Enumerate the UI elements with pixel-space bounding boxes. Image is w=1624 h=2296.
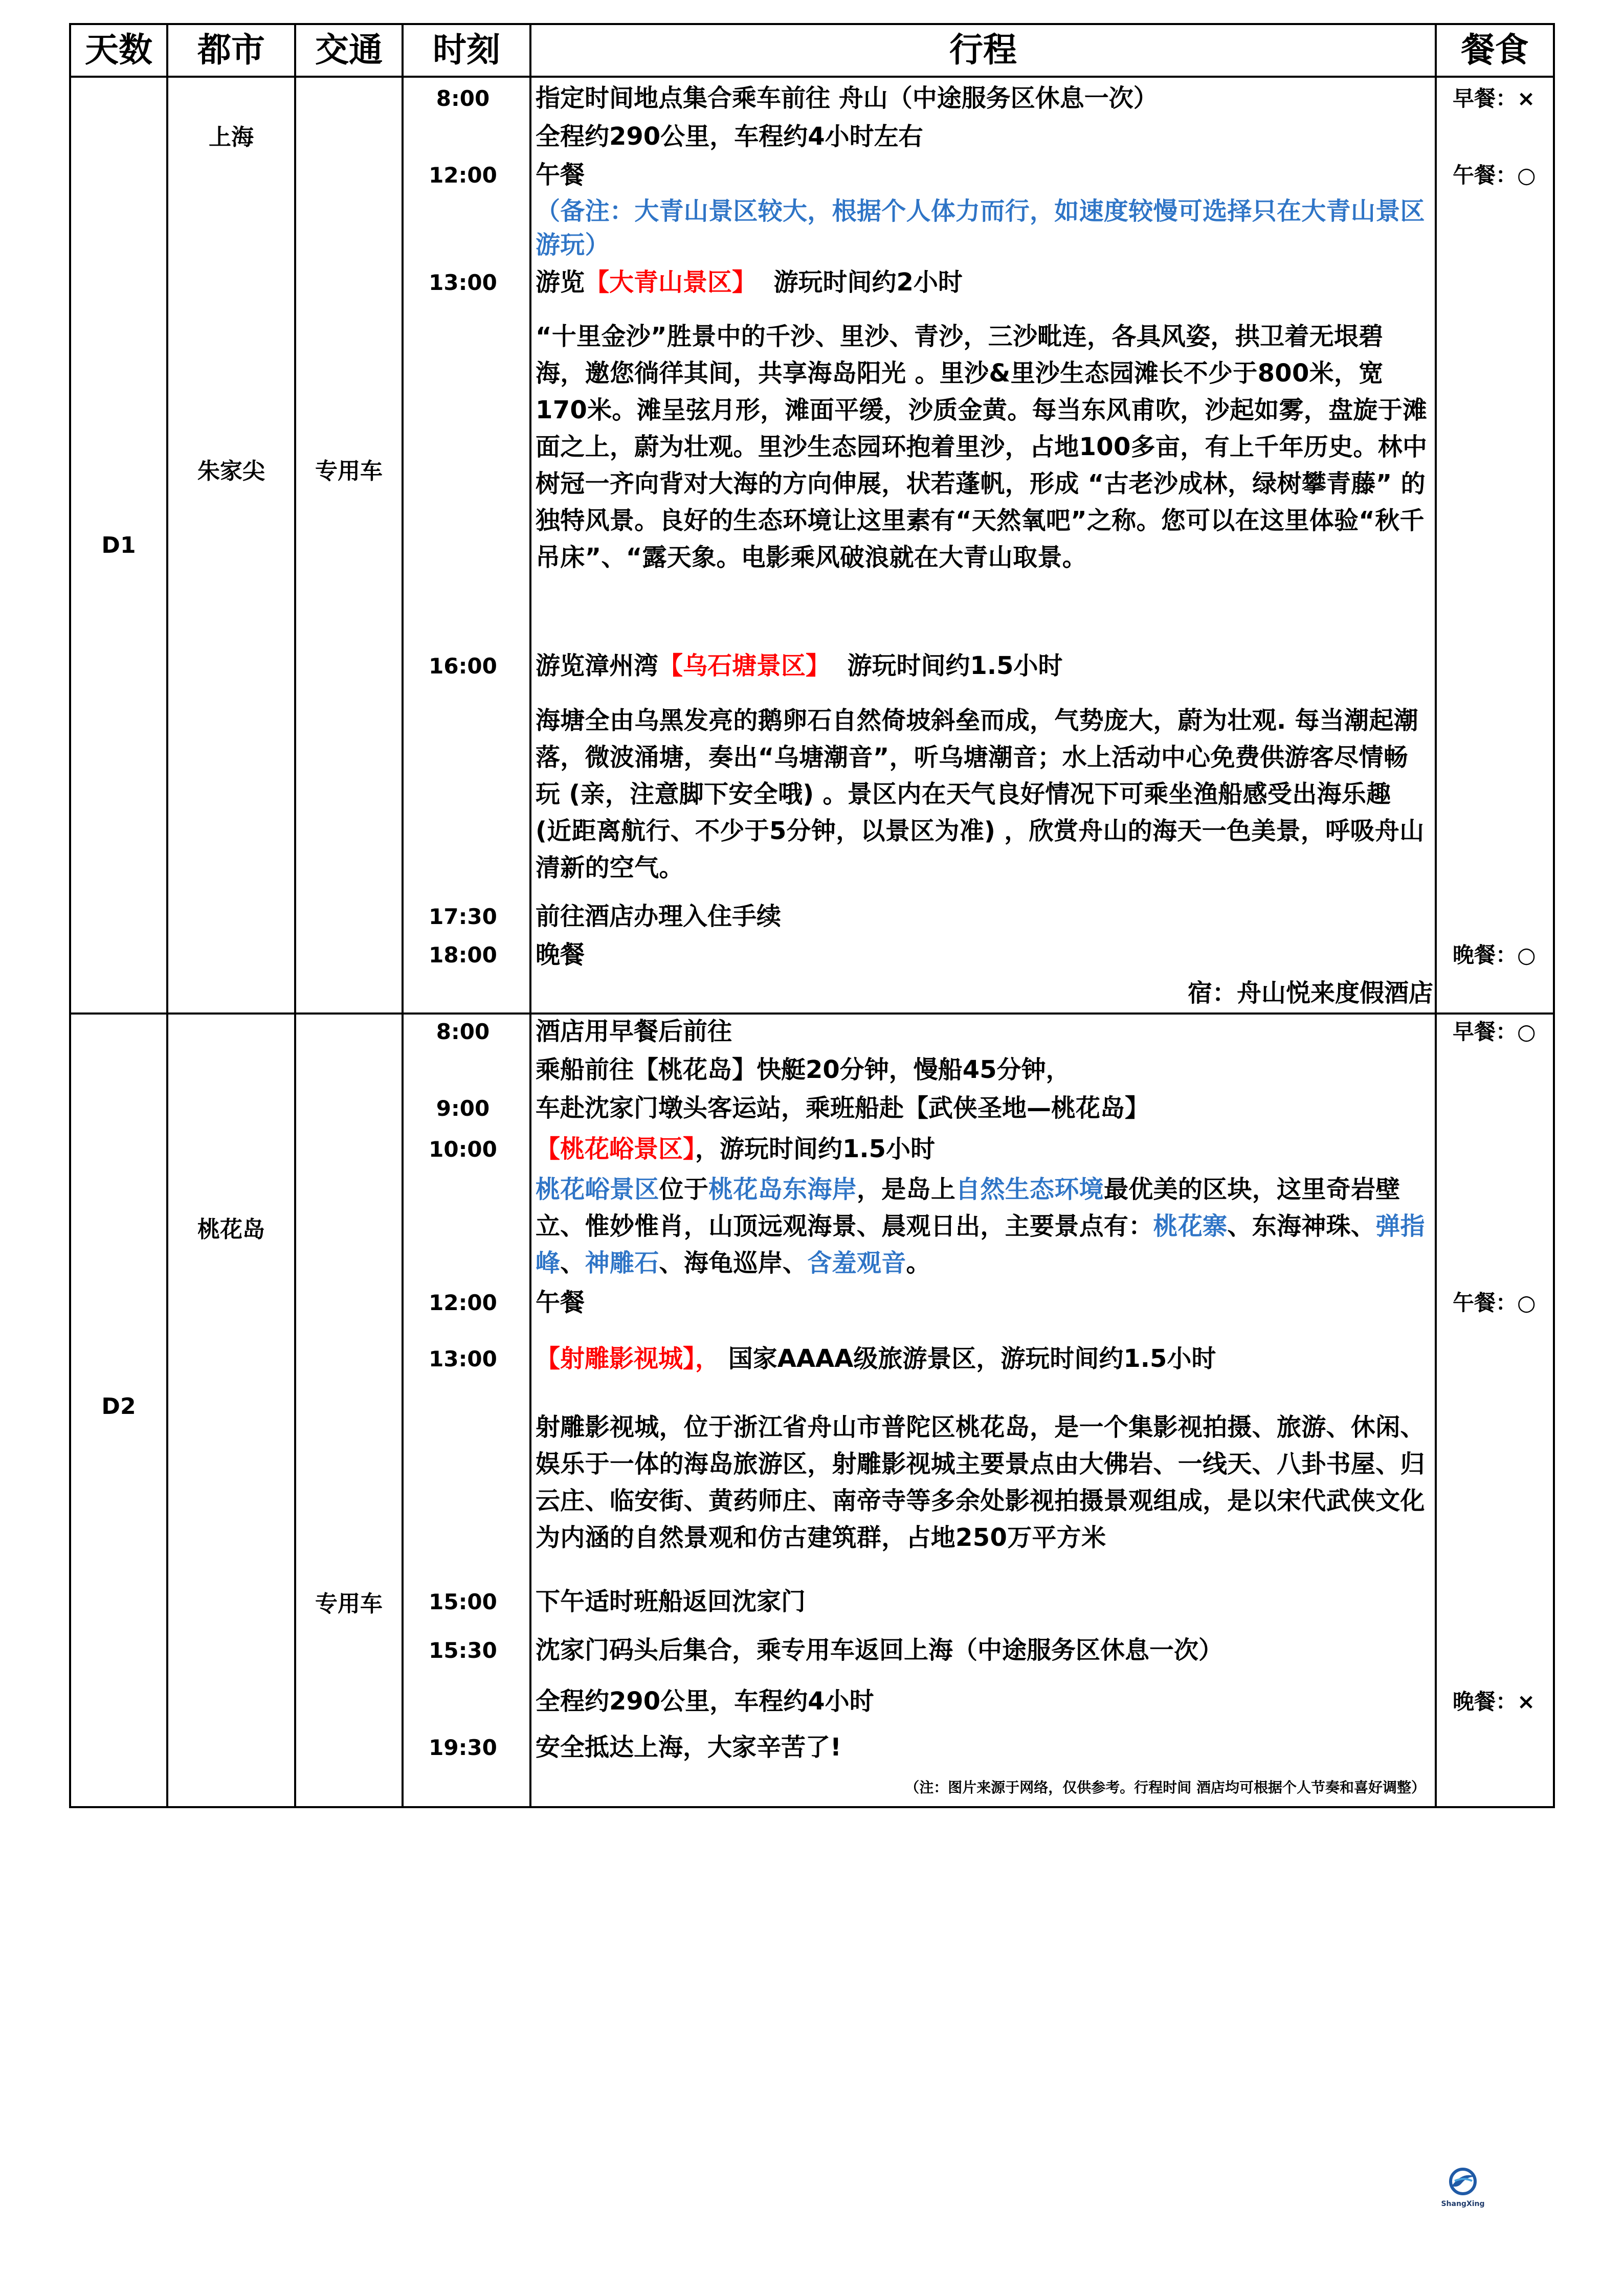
time-label: 19:30	[429, 1735, 497, 1760]
city-label: 上海	[209, 124, 254, 150]
transport-label: 专用车	[315, 1591, 383, 1617]
scenic-description: 射雕影视城，位于浙江省舟山市普陀区桃花岛，是一个集影视拍摄、旅游、休闲、娱乐于一体的海岛旅游区，射雕影视城主要景点由大佛岩、一线天、八卦书屋、归云庄、临安街、黄药师庄、南帝寺等多余处影视拍摄景观组成，是以宋代武侠文化为内涵的自然景观和仿古建筑群，占地250万平方米	[536, 1413, 1425, 1552]
tour-line	[536, 1344, 1216, 1374]
itinerary-line: 车赴沈家门墩头客运站，乘班船赴【武侠圣地—桃花岛】	[536, 1094, 1150, 1122]
itinerary-line: 前往酒店办理入住手续	[536, 902, 782, 931]
time-label: 15:30	[429, 1638, 497, 1663]
text: 、海龟巡岸、	[659, 1249, 808, 1277]
tour-prefix: 游览漳州湾	[536, 651, 659, 680]
text: 、东海神珠、	[1227, 1212, 1376, 1241]
itinerary-line: 指定时间地点集合乘车前往 舟山（中途服务区休息一次）	[536, 84, 1158, 112]
time-label: 12:00	[429, 163, 497, 188]
time-label: 9:00	[436, 1096, 490, 1121]
highlight: 弹指峰	[536, 1212, 1425, 1277]
tour-line	[536, 1134, 935, 1164]
highlight: 含羞观音	[807, 1249, 906, 1277]
time-label: 13:00	[429, 1346, 497, 1371]
time-label: 10:00	[429, 1137, 497, 1162]
scenic-description	[536, 1171, 1431, 1281]
itinerary-line: 全程约290公里，车程约4小时	[536, 1687, 874, 1716]
city-label: 朱家尖	[197, 458, 265, 484]
time-label: 13:00	[429, 270, 497, 295]
scenic-description: “十里金沙”胜景中的千沙、里沙、青沙，三沙毗连，各具风姿，拱卫着无垠碧海，邀您徜徉其间，共享海岛阳光 。里沙&里沙生态园滩长不少于800米，宽170米。滩呈弦月形，滩面平缓，沙质金黄。每当东风甫吹，沙起如雾，盘旋于滩面之上，蔚为壮观。里沙生态园环抱着里沙，占地100多亩，有上千年历史。林中树冠一齐向背对大海的方向伸展，状若蓬帆，形成 “古老沙成林，绿树攀青藤” 的独特风景。良好的生态环境让这里素有“天然氧吧”之称。您可以在这里体验“秋千吊床”、“露天象。电影乘风破浪就在大青山取景。	[536, 322, 1428, 572]
tour-duration: ，游玩时间约1.5小时	[695, 1135, 936, 1163]
header-day: 天数	[85, 30, 152, 70]
time-label: 15:00	[429, 1589, 497, 1614]
header-meals: 餐食	[1461, 30, 1529, 70]
tour-line	[536, 267, 963, 297]
meal-dinner: 晚餐：×	[1453, 1689, 1536, 1714]
highlight: 桃花寨	[1153, 1212, 1228, 1241]
itinerary-line: 晚餐	[536, 940, 585, 969]
meal-lunch: 午餐：○	[1453, 1290, 1536, 1315]
tour-duration: 游玩时间约2小时	[757, 268, 963, 297]
logo-mark-icon	[1432, 2166, 1494, 2197]
itinerary-line: 午餐	[536, 161, 585, 189]
text: 最优美的区块，这里奇岩壁立、惟妙惟肖，山顶远观海景、晨观日出，主要景点有：	[536, 1175, 1400, 1241]
scenic-spot-name: 【桃花峪景区】	[536, 1135, 696, 1163]
meal-lunch: 午餐：○	[1453, 163, 1536, 188]
highlight: 桃花峪景区	[536, 1175, 659, 1204]
itinerary-line: 酒店用早餐后前往	[536, 1017, 732, 1046]
scenic-spot-name: 【大青山景区】	[585, 268, 757, 297]
note-text: （备注：大青山景区较大，根据个人体力而行，如速度较慢可选择只在大青山景区游玩）	[536, 197, 1425, 259]
text: 位于	[659, 1175, 709, 1204]
logo-text: ShangXing	[1441, 2200, 1485, 2208]
text: ，是岛上	[856, 1175, 956, 1204]
meal-breakfast: 早餐：○	[1453, 1019, 1536, 1044]
header-itinerary: 行程	[949, 30, 1017, 70]
time-label: 17:30	[429, 904, 497, 929]
header-city: 都市	[197, 30, 265, 70]
time-label: 18:00	[429, 942, 497, 967]
tour-prefix: 游览	[536, 268, 585, 297]
header-time: 时刻	[433, 30, 500, 70]
time-label: 8:00	[436, 86, 490, 111]
itinerary-line: 全程约290公里，车程约4小时左右	[536, 122, 923, 151]
scenic-spot-name: 【乌石塘景区】	[658, 651, 831, 680]
itinerary-line: 午餐	[536, 1288, 585, 1317]
tour-duration: 国家AAAA级旅游景区，游玩时间约1.5小时	[720, 1344, 1216, 1373]
header-transport: 交通	[315, 30, 383, 70]
hotel-stay: 宿：舟山悦来度假酒店	[1187, 979, 1433, 1007]
transport-label: 专用车	[315, 458, 383, 484]
highlight: 桃花岛东海岸	[708, 1175, 857, 1204]
highlight: 神雕石	[585, 1249, 659, 1277]
day-label: D1	[101, 532, 136, 558]
meal-dinner: 晚餐：○	[1453, 942, 1536, 967]
city-label: 桃花岛	[197, 1217, 265, 1243]
itinerary-line: 安全抵达上海，大家辛苦了!	[536, 1733, 841, 1762]
time-label: 16:00	[429, 654, 497, 679]
footnote: （注：图片来源于网络，仅供参考。行程时间 酒店均可根据个人节奏和喜好调整）	[905, 1779, 1426, 1796]
text: 。	[906, 1249, 931, 1277]
time-label: 8:00	[436, 1019, 490, 1044]
meal-breakfast: 早餐：×	[1453, 86, 1536, 111]
shangxing-logo	[1432, 2166, 1494, 2212]
scenic-spot-name: 【射雕影视城】，	[536, 1344, 720, 1373]
scenic-description: 海塘全由乌黑发亮的鹅卵石自然倚坡斜垒而成，气势庞大，蔚为壮观. 每当潮起潮落，微波涌塘，奏出“乌塘潮音”，听乌塘潮音；水上活动中心免费供游客尽情畅玩 (亲，注意脚下安全哦) 。景区内在天气良好情况下可乘坐渔船感受出海乐趣 (近距离航行、不少于5分钟，以景区为准) ，欣赏舟山的海天一色美景，呼吸舟山清新的空气。	[536, 706, 1425, 882]
itinerary-line: 沈家门码头后集合，乘专用车返回上海（中途服务区休息一次）	[536, 1636, 1223, 1664]
text: 、	[560, 1249, 585, 1277]
tour-line	[536, 651, 1063, 681]
highlight: 自然生态环境	[955, 1175, 1104, 1204]
day-label: D2	[101, 1393, 136, 1420]
time-label: 12:00	[429, 1290, 497, 1315]
itinerary-line: 乘船前往【桃花岛】快艇20分钟，慢船45分钟，	[536, 1055, 1071, 1084]
tour-duration: 游玩时间约1.5小时	[830, 651, 1063, 680]
itinerary-line: 下午适时班船返回沈家门	[536, 1587, 806, 1616]
